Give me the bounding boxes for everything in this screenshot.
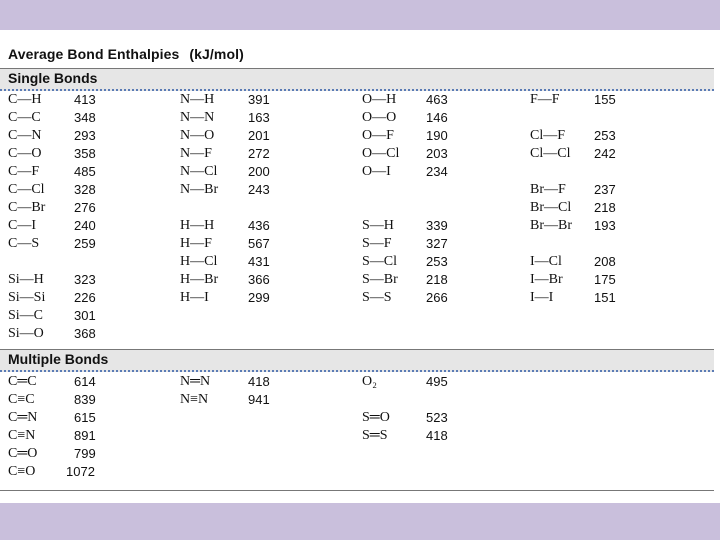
bond-enthalpy-value: 323 <box>74 272 96 287</box>
table-title <box>8 46 244 62</box>
bond-name: C═O <box>8 446 38 461</box>
bond-row <box>180 374 320 392</box>
bond-row <box>8 272 148 290</box>
bond-enthalpy-value: 523 <box>426 410 448 425</box>
bond-enthalpy-value: 615 <box>74 410 96 425</box>
section-header-multiple <box>0 349 714 372</box>
bond-enthalpy-value: 266 <box>426 290 448 305</box>
bond-name: S—Cl <box>362 254 398 269</box>
bond-name: O—O <box>362 110 397 125</box>
bond-name: S═S <box>362 428 388 443</box>
bond-row <box>362 164 502 182</box>
bond-row <box>8 182 148 200</box>
bond-row <box>8 218 148 236</box>
bond-row <box>180 290 320 308</box>
bond-enthalpy-value: 175 <box>594 272 616 287</box>
bond-enthalpy-value: 891 <box>74 428 96 443</box>
bond-name: H—F <box>180 236 212 251</box>
bond-name: H—H <box>180 218 215 233</box>
bond-name: C═N <box>8 410 38 425</box>
bond-name: O—I <box>362 164 391 179</box>
bond-enthalpy-value: 431 <box>248 254 270 269</box>
bond-name: O—F <box>362 128 394 143</box>
bond-name: N—F <box>180 146 212 161</box>
bond-enthalpy-value: 253 <box>426 254 448 269</box>
bond-name: Br—F <box>530 182 566 197</box>
bond-enthalpy-value: 485 <box>74 164 96 179</box>
bond-enthalpy-value: 391 <box>248 92 270 107</box>
bond-enthalpy-value: 495 <box>426 374 448 389</box>
title-text: Average Bond Enthalpies <box>8 46 180 62</box>
bond-row <box>8 110 148 128</box>
bottom-rule <box>0 490 714 491</box>
bond-row <box>362 92 502 110</box>
bond-row <box>362 428 502 446</box>
bond-enthalpy-value: 614 <box>74 374 96 389</box>
bond-row <box>8 410 148 428</box>
bond-name: O—H <box>362 92 397 107</box>
bond-name: S—H <box>362 218 394 233</box>
bond-name: O—Cl <box>362 146 400 161</box>
bond-row <box>362 374 502 392</box>
bond-name: Br—Br <box>530 218 572 233</box>
bond-enthalpy-value: 272 <box>248 146 270 161</box>
bond-row <box>8 392 148 410</box>
bond-row <box>180 236 320 254</box>
bond-name: Br—Cl <box>530 200 572 215</box>
bond-enthalpy-value: 243 <box>248 182 270 197</box>
bond-row <box>362 254 502 272</box>
bond-enthalpy-value: 413 <box>74 92 96 107</box>
bond-row <box>530 290 670 308</box>
bond-row <box>180 92 320 110</box>
bond-enthalpy-value: 208 <box>594 254 616 269</box>
bond-enthalpy-value: 218 <box>594 200 616 215</box>
bond-row <box>8 308 148 326</box>
bond-row <box>180 146 320 164</box>
bond-enthalpy-value: 463 <box>426 92 448 107</box>
bond-enthalpy-value: 293 <box>74 128 96 143</box>
bond-row <box>362 410 502 428</box>
bond-name: Si—Si <box>8 290 46 305</box>
bond-enthalpy-value: 328 <box>74 182 96 197</box>
bond-enthalpy-value: 200 <box>248 164 270 179</box>
bond-name: C═C <box>8 374 37 389</box>
bond-row <box>180 128 320 146</box>
bond-name: C—N <box>8 128 42 143</box>
bond-row <box>8 428 148 446</box>
bond-row <box>362 110 502 128</box>
bond-enthalpy-value: 155 <box>594 92 616 107</box>
bond-name: H—Br <box>180 272 219 287</box>
bond-enthalpy-value: 366 <box>248 272 270 287</box>
bond-enthalpy-value: 799 <box>74 446 96 461</box>
bond-name: C≡C <box>8 392 35 407</box>
bond-name: C—O <box>8 146 42 161</box>
bond-enthalpy-value: 151 <box>594 290 616 305</box>
bond-enthalpy-value: 203 <box>426 146 448 161</box>
bond-enthalpy-value: 259 <box>74 236 96 251</box>
bond-name: N—N <box>180 110 215 125</box>
bond-row <box>530 146 670 164</box>
bond-enthalpy-value: 339 <box>426 218 448 233</box>
bond-row <box>362 290 502 308</box>
bond-enthalpy-value: 240 <box>74 218 96 233</box>
bond-enthalpy-value: 201 <box>248 128 270 143</box>
bond-enthalpy-value: 418 <box>248 374 270 389</box>
bond-row <box>8 200 148 218</box>
bond-enthalpy-value: 276 <box>74 200 96 215</box>
bond-row <box>180 254 320 272</box>
bond-row <box>8 326 148 344</box>
bond-row <box>530 182 670 200</box>
bond-name: I—Br <box>530 272 563 287</box>
bond-row <box>180 164 320 182</box>
bond-name: Si—C <box>8 308 44 323</box>
bond-enthalpy-value: 299 <box>248 290 270 305</box>
bond-enthalpy-value: 327 <box>426 236 448 251</box>
bond-row <box>530 128 670 146</box>
bond-name: H—Cl <box>180 254 218 269</box>
bond-row <box>180 392 320 410</box>
bond-enthalpy-value: 242 <box>594 146 616 161</box>
bond-row <box>362 128 502 146</box>
bond-name: Si—O <box>8 326 44 341</box>
bond-name: C—C <box>8 110 41 125</box>
bond-enthalpy-value: 190 <box>426 128 448 143</box>
bond-enthalpy-value: 941 <box>248 392 270 407</box>
bond-name: S—Br <box>362 272 398 287</box>
bond-row <box>180 110 320 128</box>
bond-name: C—H <box>8 92 42 107</box>
bond-enthalpy-value: 368 <box>74 326 96 341</box>
bond-name: C—F <box>8 164 40 179</box>
bond-row <box>180 182 320 200</box>
bond-enthalpy-value: 237 <box>594 182 616 197</box>
bond-row <box>180 272 320 290</box>
bond-row <box>362 146 502 164</box>
bond-name: N≡N <box>180 392 209 407</box>
bond-row <box>362 272 502 290</box>
bond-row <box>8 92 148 110</box>
bond-enthalpy-value: 436 <box>248 218 270 233</box>
bond-enthalpy-value: 301 <box>74 308 96 323</box>
bond-name: N—Br <box>180 182 219 197</box>
bond-enthalpy-value: 1072 <box>66 464 95 479</box>
bond-name: I—Cl <box>530 254 562 269</box>
section-header-single <box>0 68 714 91</box>
bond-name: I—I <box>530 290 554 305</box>
bond-row <box>8 446 148 464</box>
bond-name: Si—H <box>8 272 44 287</box>
bond-name: C≡N <box>8 428 36 443</box>
bond-name: N—O <box>180 128 215 143</box>
bond-row <box>530 254 670 272</box>
bond-enthalpy-value: 163 <box>248 110 270 125</box>
bond-name: O₂ <box>362 374 377 389</box>
bond-name: H—I <box>180 290 209 305</box>
bond-row <box>180 218 320 236</box>
bond-row <box>362 218 502 236</box>
bond-enthalpy-value: 146 <box>426 110 448 125</box>
bond-name: C—Cl <box>8 182 45 197</box>
bond-enthalpy-value: 348 <box>74 110 96 125</box>
bond-name: N—H <box>180 92 215 107</box>
bond-row <box>8 164 148 182</box>
bond-name: C—S <box>8 236 40 251</box>
bond-enthalpy-value: 418 <box>426 428 448 443</box>
bond-enthalpy-value: 193 <box>594 218 616 233</box>
bond-row <box>8 146 148 164</box>
bond-name: C—Br <box>8 200 46 215</box>
bond-name: N—Cl <box>180 164 218 179</box>
bond-row <box>530 200 670 218</box>
bond-row <box>362 236 502 254</box>
bond-name: S—F <box>362 236 392 251</box>
section-title-single: Single Bonds <box>8 70 98 86</box>
bond-row <box>8 374 148 392</box>
bond-name: C—I <box>8 218 36 233</box>
bond-enthalpy-value: 567 <box>248 236 270 251</box>
bond-enthalpy-value: 358 <box>74 146 96 161</box>
bond-row <box>8 290 148 308</box>
bond-name: N═N <box>180 374 211 389</box>
title-unit: (kJ/mol) <box>189 46 244 62</box>
bond-row <box>530 92 670 110</box>
bond-row <box>8 128 148 146</box>
bond-row <box>8 236 148 254</box>
bond-name: S—S <box>362 290 392 305</box>
bond-enthalpy-value: 226 <box>74 290 96 305</box>
bond-enthalpy-value: 253 <box>594 128 616 143</box>
bond-name: Cl—F <box>530 128 566 143</box>
bond-enthalpy-value: 839 <box>74 392 96 407</box>
bond-name: S═O <box>362 410 390 425</box>
bond-enthalpy-table <box>0 30 720 503</box>
bond-enthalpy-value: 234 <box>426 164 448 179</box>
bond-name: C≡O <box>8 464 36 479</box>
bond-row <box>8 464 148 482</box>
bond-row <box>530 218 670 236</box>
bond-name: F—F <box>530 92 560 107</box>
bond-name: Cl—Cl <box>530 146 571 161</box>
bond-enthalpy-value: 218 <box>426 272 448 287</box>
section-title-multiple: Multiple Bonds <box>8 351 109 367</box>
bond-row <box>530 272 670 290</box>
